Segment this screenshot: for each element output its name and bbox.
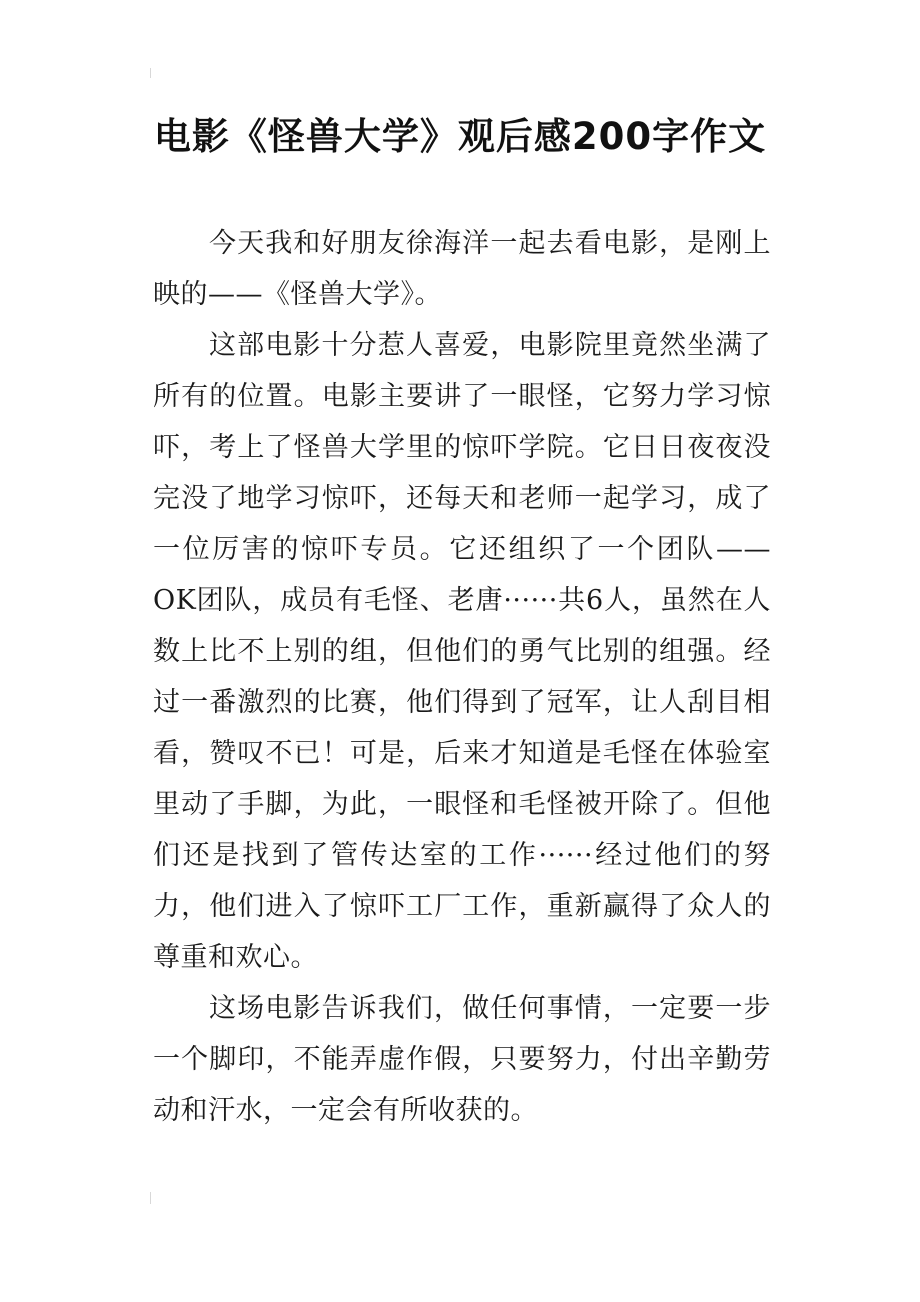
page-title: 电影《怪兽大学》观后感200字作文 (153, 115, 767, 158)
paragraph-intro: 今天我和好朋友徐海洋一起去看电影，是刚上映的——《怪兽大学》。 (153, 228, 771, 310)
crop-mark (150, 1192, 157, 1204)
paragraph-conclusion: 这场电影告诉我们，做任何事情，一定要一步一个脚印，不能弄虚作假，只要努力，付出辛勤劳动和汗水，一定会有所收获的。 (153, 993, 771, 1126)
article-body (153, 218, 771, 1136)
crop-mark (150, 68, 157, 78)
paragraph-plot: 这部电影十分惹人喜爱，电影院里竟然坐满了所有的位置。电影主要讲了一眼怪，它努力学习惊吓，考上了怪兽大学里的惊吓学院。它日日夜夜没完没了地学习惊吓，还每天和老师一起学习，成了一位厉害的惊吓专员。它还组织了一个团队—— OK团队，成员有毛怪、老唐······共6人，虽然在人数上比不上别的组，但他们的勇气比别的组强。经过一番激烈的比赛，他们得到了冠军，让人刮目相看，赞叹不已！可是，后来才知道是毛怪在体验室里动了手脚，为此，一眼怪和毛怪被开除了。但他们还是找到了管传达室的工作······经过他们的努力，他们进入了惊吓工厂工作，重新赢得了众人的尊重和欢心。 (153, 330, 771, 973)
